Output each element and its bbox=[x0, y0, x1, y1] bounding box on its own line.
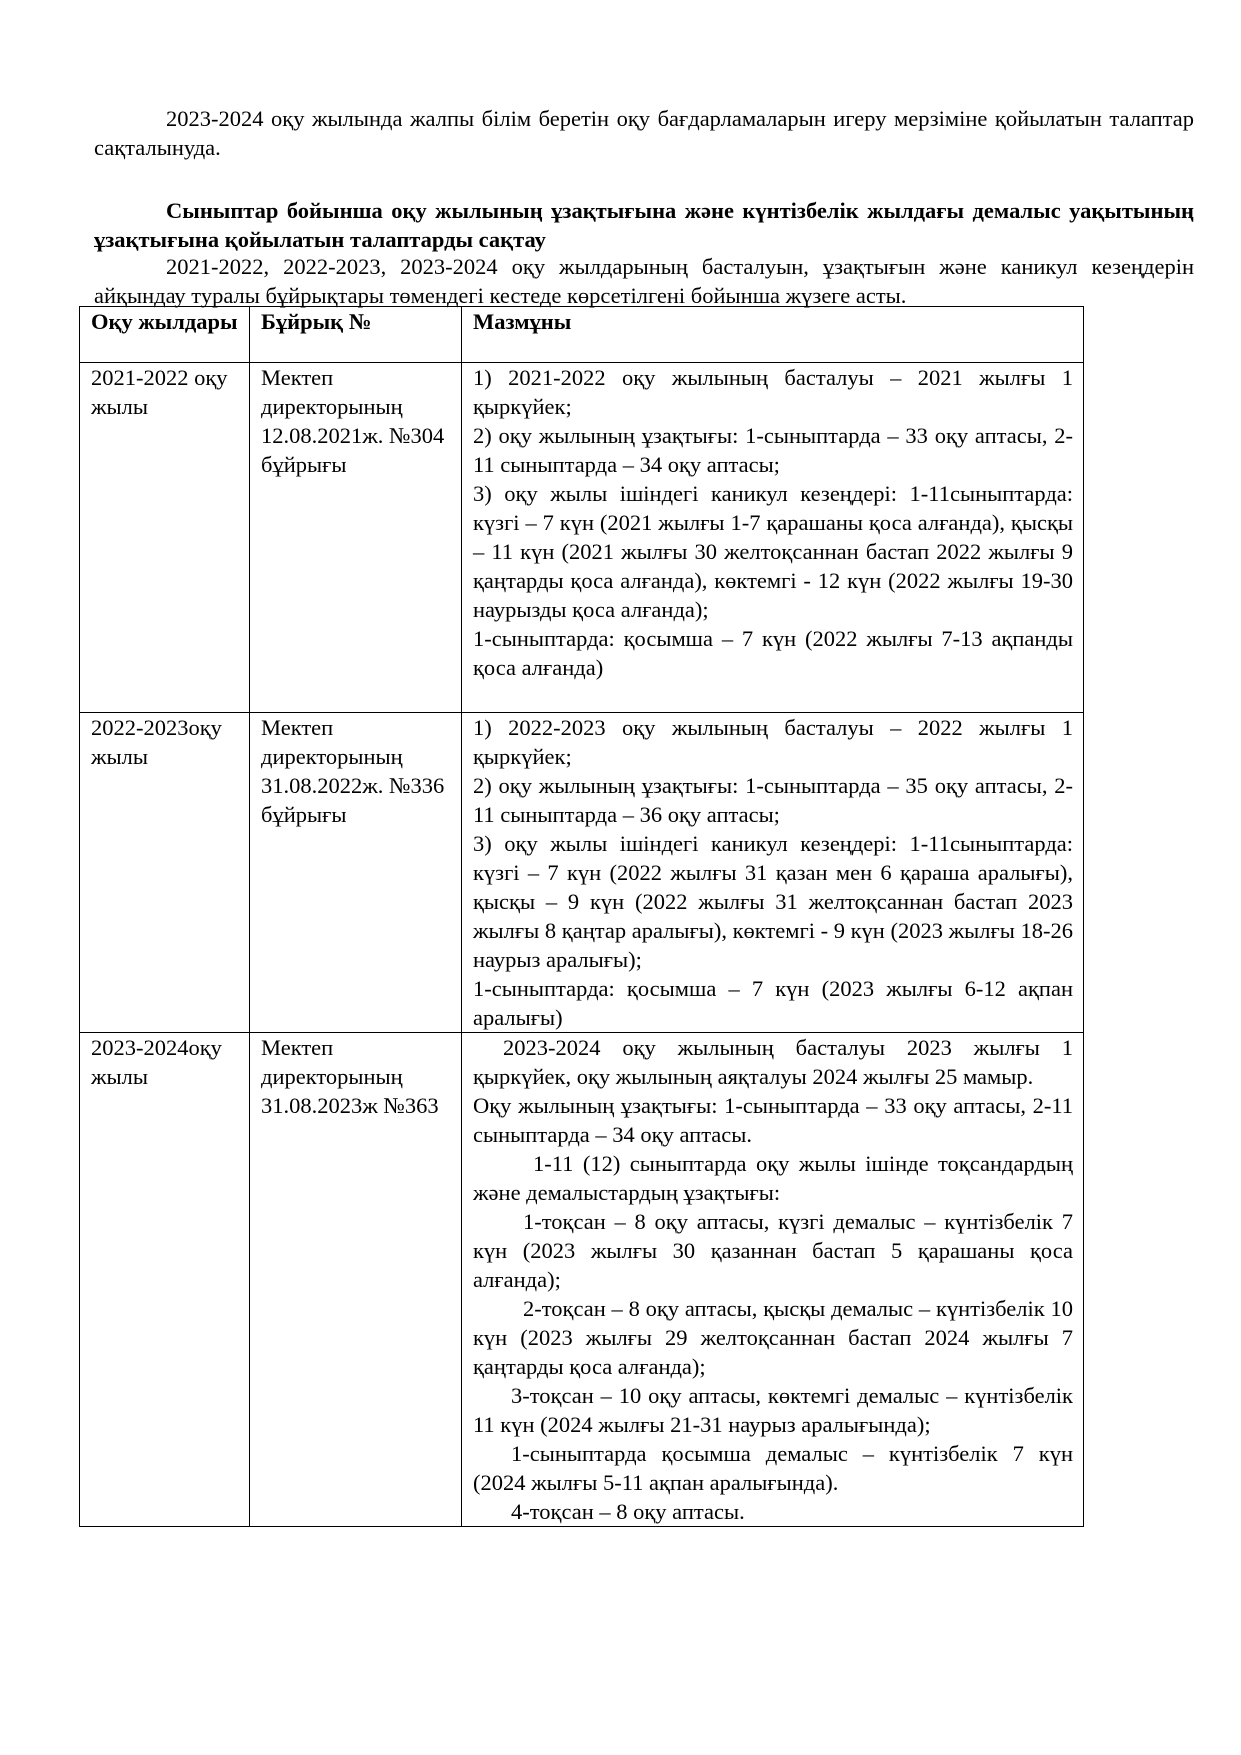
content-line: 2) оқу жылының ұзақтығы: 1-сыныптарда – 33 оқу аптасы, 2-11 сыныптарда – 34 оқу аптасы; bbox=[473, 423, 1073, 477]
cell-year: 2022-2023оқу жылы bbox=[80, 713, 250, 1033]
content-line: 1-сыныптарда: қосымша – 7 күн (2023 жылғы 6-12 ақпан аралығы) bbox=[473, 976, 1073, 1030]
cell-order: Мектеп директорының 31.08.2022ж. №336 бұйрығы bbox=[250, 713, 462, 1033]
table-row bbox=[80, 713, 1084, 1033]
content-line: 1-тоқсан – 8 оқу аптасы, күзгі демалыс – күнтізбелік 7 күн (2023 жылғы 30 қазаннан бастап 5 қарашаны қоса алғанда); bbox=[473, 1209, 1073, 1292]
content-line: 1) 2021-2022 оқу жылының басталуы – 2021 жылғы 1 қыркүйек; bbox=[473, 365, 1073, 419]
content-line: Оқу жылының ұзақтығы: 1-сыныптарда – 33 оқу аптасы, 2-11 сыныптарда – 34 оқу аптасы. bbox=[473, 1093, 1073, 1147]
content-line: 1-11 (12) сыныптарда оқу жылы ішінде тоқсандардың және демалыстардың ұзақтығы: bbox=[473, 1151, 1073, 1205]
content-line: 2-тоқсан – 8 оқу аптасы, қысқы демалыс – күнтізбелік 10 күн (2023 жылғы 29 желтоқсаннан бастап 2024 жылғы 7 қаңтарды қоса алғанда); bbox=[473, 1296, 1073, 1379]
cell-year: 2021-2022 оқу жылы bbox=[80, 363, 250, 713]
cell-order: Мектеп директорының 31.08.2023ж №363 bbox=[250, 1033, 462, 1527]
intro-paragraph: 2023-2024 оқу жылында жалпы білім беретін оқу бағдарламаларын игеру мерзіміне қойылатын талаптар сақталынуда. bbox=[94, 106, 1194, 160]
orders-table bbox=[79, 306, 1084, 1527]
table-row bbox=[80, 1033, 1084, 1527]
content-line: 3-тоқсан – 10 оқу аптасы, көктемгі демалыс – күнтізбелік 11 күн (2024 жылғы 21-31 наурыз аралығында); bbox=[473, 1383, 1073, 1437]
cell-year: 2023-2024оқу жылы bbox=[80, 1033, 250, 1527]
content-line: 3) оқу жылы ішіндегі каникул кезеңдері: 1-11сыныптарда: күзгі – 7 күн (2022 жылғы 31 қазан мен 6 қараша аралығы), қысқы – 9 күн (2022 жылғы 31 желтоқсаннан бастап 2023 жылғы 8 қаңтар аралығы), көктемгі - 9 күн (2023 жылғы 18-26 наурыз аралығы); bbox=[473, 831, 1073, 972]
content-line: 3) оқу жылы ішіндегі каникул кезеңдері: 1-11сыныптарда: күзгі – 7 күн (2021 жылғы 1-7 қарашаны қоса алғанда), қысқы – 11 күн (2021 жылғы 30 желтоқсаннан бастап 2022 жылғы 9 қаңтарды қоса алғанда), көктемгі - 12 күн (2022 жылғы 19-30 наурызды қоса алғанда); bbox=[473, 481, 1073, 622]
content-line: 2) оқу жылының ұзақтығы: 1-сыныптарда – 35 оқу аптасы, 2-11 сыныптарда – 36 оқу аптасы; bbox=[473, 773, 1073, 827]
content-line: 1) 2022-2023 оқу жылының басталуы – 2022 жылғы 1 қыркүйек; bbox=[473, 715, 1073, 769]
section-heading: Сыныптар бойынша оқу жылының ұзақтығына және күнтізбелік жылдағы демалыс уақытының ұзақтығына қойылатын талаптарды сақтау bbox=[94, 198, 1194, 252]
content-line: 1-сыныптарда: қосымша – 7 күн (2022 жылғы 7-13 ақпанды қоса алғанда) bbox=[473, 626, 1073, 680]
table-row bbox=[80, 363, 1084, 713]
content-line: 2023-2024 оқу жылының басталуы 2023 жылғы 1 қыркүйек, оқу жылының аяқталуы 2024 жылғы 25 мамыр. bbox=[473, 1035, 1073, 1089]
cell-content bbox=[462, 713, 1084, 1033]
header-content: Мазмұны bbox=[462, 307, 1084, 363]
content-line: 1-сыныптарда қосымша демалыс – күнтізбелік 7 күн (2024 жылғы 5-11 ақпан аралығында). bbox=[473, 1441, 1073, 1495]
content-line: 4-тоқсан – 8 оқу аптасы. bbox=[511, 1499, 745, 1524]
cell-content bbox=[462, 363, 1084, 713]
cell-order: Мектеп директорының 12.08.2021ж. №304 бұйрығы bbox=[250, 363, 462, 713]
table-header-row bbox=[80, 307, 1084, 363]
lead-paragraph: 2021-2022, 2022-2023, 2023-2024 оқу жылдарының басталуын, ұзақтығын және каникул кезеңдерін айқындау туралы бұйрықтары төмендегі кестеде көрсетілгені бойынша жүзеге асты. bbox=[94, 254, 1194, 308]
header-order: Бұйрық № bbox=[250, 307, 462, 363]
cell-content bbox=[462, 1033, 1084, 1527]
header-years: Оқу жылдары bbox=[80, 307, 250, 363]
